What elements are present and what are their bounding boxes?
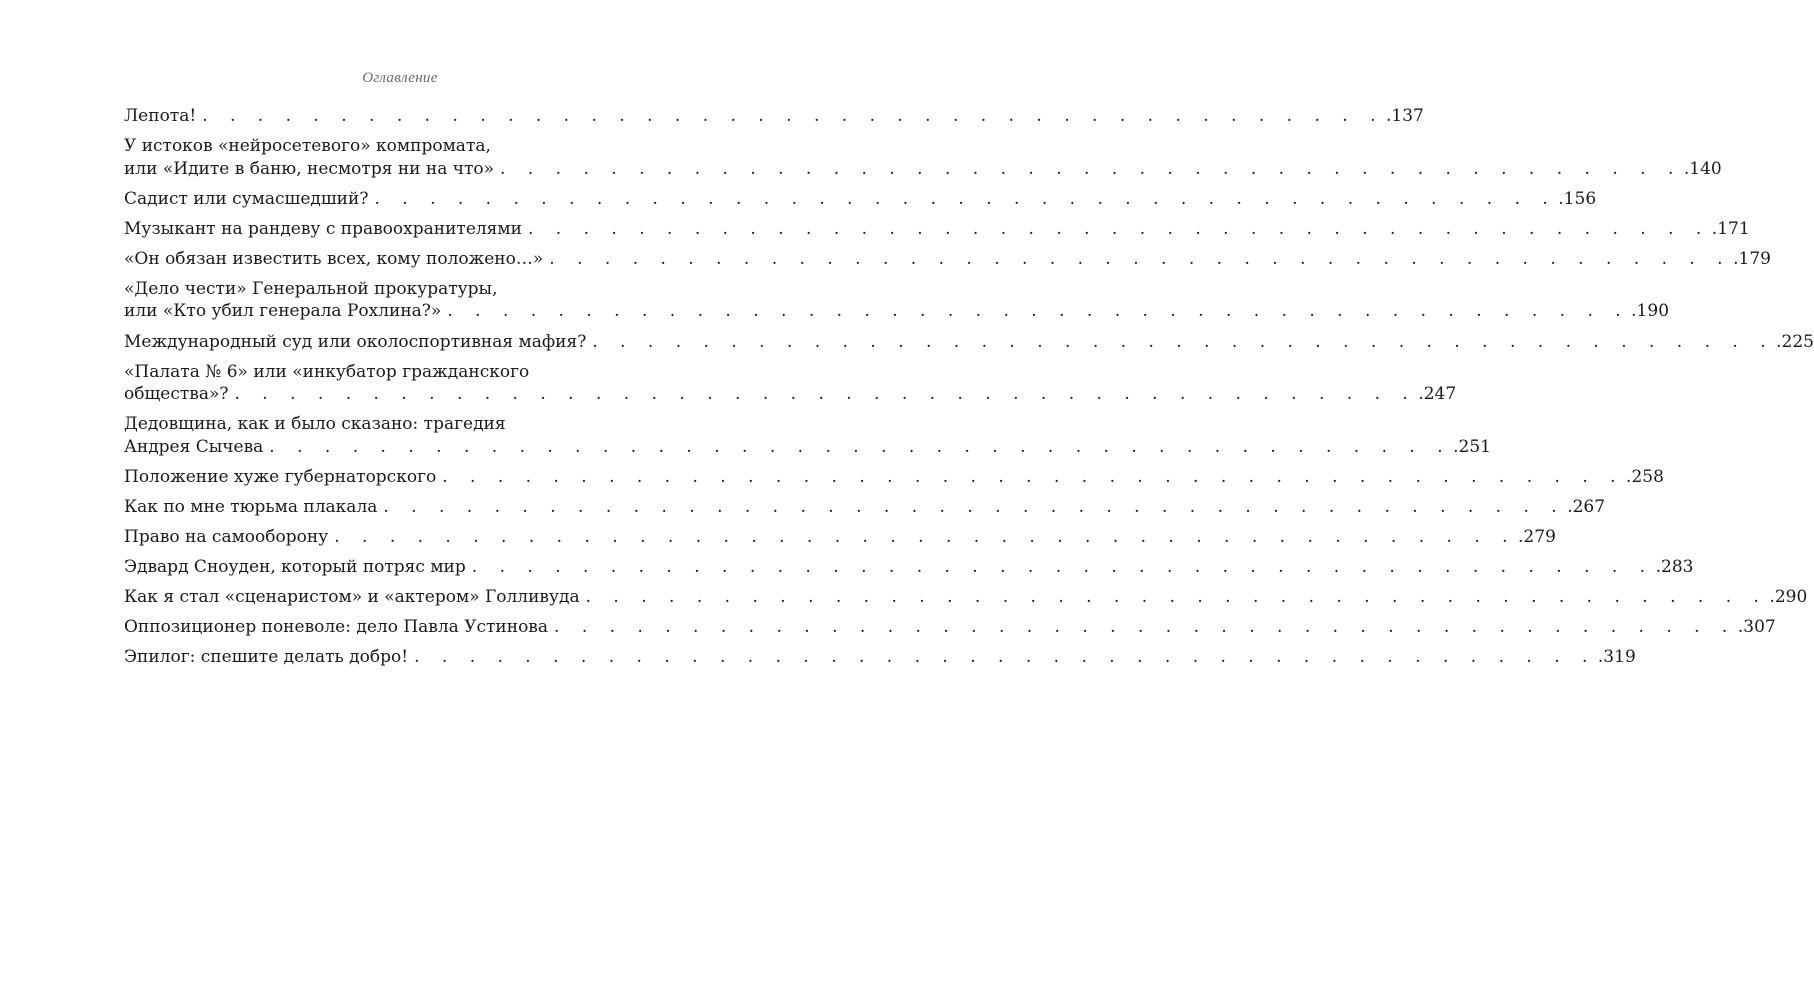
dot-leader: . . . . . . . . . . . . . . . . . . . . . . . . . . . . . . . . . . . . . . . . . . . <box>234 384 1417 405</box>
dot-leader: . . . . . . . . . . . . . . . . . . . . . . . . . . . . . . . . . . . . . . . . . . . <box>202 106 1385 126</box>
toc-entry-title: общества»? <box>124 384 229 405</box>
toc-page-number: .307 <box>1737 617 1776 638</box>
toc-entry[interactable] <box>124 616 1776 639</box>
toc-page-number: .279 <box>1518 527 1556 548</box>
toc-entry[interactable] <box>124 188 1597 211</box>
dot-leader: . . . . . . . . . . . . . . . . . . . . . . . . . . . . . . . . . . . . . . . . . . . <box>527 218 1710 239</box>
toc-entry-title: или «Кто убил генерала Рохлина?» <box>124 301 442 322</box>
toc-entry[interactable] <box>124 218 1750 241</box>
toc-entry-line <box>124 218 1750 241</box>
toc-entry[interactable] <box>124 646 1636 669</box>
dot-leader: . . . . . . . . . . . . . . . . . . . . . . . . . . . . . . . . . . . . . . . . . . . <box>592 331 1775 352</box>
toc-page-number: .225 <box>1776 331 1814 352</box>
toc-entry-line <box>124 436 1491 459</box>
dot-leader: . . . . . . . . . . . . . . . . . . . . . . . . . . . . . . . . . . . . . . . . . . . <box>471 557 1654 578</box>
dot-leader: . . . . . . . . . . . . . . . . . . . . . . . . . . . . . . . . . . . . . . . . . . . <box>442 466 1625 487</box>
toc-entry-line <box>124 466 1664 489</box>
toc-page-number: .283 <box>1655 557 1694 578</box>
toc-entry-title-line: «Дело чести» Генеральной прокуратуры, <box>124 278 498 299</box>
toc-entry-title: Андрея Сычева <box>124 436 264 457</box>
toc-page-number: .247 <box>1418 384 1457 405</box>
dot-leader: . . . . . . . . . . . . . . . . . . . . . . . . . . . . . . . . . . . . . . . . . . . <box>554 617 1736 638</box>
toc-page-number: .156 <box>1558 188 1597 209</box>
toc-entry-line <box>124 616 1776 639</box>
dot-leader: . . . . . . . . . . . . . . . . . . . . . . . . . . . . . . . . . . . . . . . . . . . <box>500 158 1682 179</box>
toc-entry[interactable] <box>124 496 1606 519</box>
dot-leader: . . . . . . . . . . . . . . . . . . . . . . . . . . . . . . . . . . . . . . . . . . . <box>414 647 1596 668</box>
toc-entry-title: Оппозиционер поневоле: дело Павла Устинова <box>124 617 549 638</box>
toc-entry-line <box>124 383 1457 406</box>
toc-entry-line <box>124 556 1694 579</box>
toc-entry[interactable] <box>124 586 1808 609</box>
toc-entry[interactable] <box>124 361 1457 406</box>
toc-entry[interactable] <box>124 413 1491 458</box>
toc-page-number: .251 <box>1453 436 1491 457</box>
toc-page-number: .171 <box>1711 218 1750 239</box>
toc-page-number: .137 <box>1386 106 1424 126</box>
toc-entry[interactable] <box>124 105 1424 128</box>
dot-leader: . . . . . . . . . . . . . . . . . . . . . . . . . . . . . . . . . . . . . . . . . . . <box>334 527 1517 548</box>
toc-entry-title-line: Дедовщина, как и было сказано: трагедия <box>124 414 506 435</box>
toc-entry-line <box>124 105 1424 128</box>
dot-leader: . . . . . . . . . . . . . . . . . . . . . . . . . . . . . . . . . . . . . . . . . . . <box>383 496 1566 517</box>
toc-entry-title: Эдвард Сноуден, который потряс мир <box>124 557 466 578</box>
toc-entry[interactable] <box>124 135 1722 180</box>
toc-entry-line <box>124 188 1597 211</box>
dot-leader: . . . . . . . . . . . . . . . . . . . . . . . . . . . . . . . . . . . . . . . . . . . <box>549 248 1732 269</box>
toc-page-number: .290 <box>1769 587 1808 608</box>
toc-page-number: .179 <box>1733 248 1771 269</box>
toc-entry[interactable] <box>124 331 1814 354</box>
toc-entry[interactable] <box>124 526 1556 549</box>
toc-entry-line <box>124 586 1808 609</box>
toc-entry-line <box>124 331 1814 354</box>
toc-entry-line <box>124 526 1556 549</box>
toc-page-number: .319 <box>1597 647 1636 668</box>
toc-entry[interactable] <box>124 278 1670 323</box>
toc-entry-line <box>124 248 1771 271</box>
table-of-contents <box>124 105 1814 677</box>
toc-page-number: .258 <box>1626 466 1664 487</box>
toc-entry[interactable] <box>124 248 1771 271</box>
dot-leader: . . . . . . . . . . . . . . . . . . . . . . . . . . . . . . . . . . . . . . . . . . . <box>374 188 1557 209</box>
running-head: Оглавление <box>362 70 438 86</box>
toc-entry-title-line: У истоков «нейросетевого» компромата, <box>124 136 491 157</box>
toc-entry[interactable] <box>124 466 1664 489</box>
toc-page-number: .190 <box>1631 301 1670 322</box>
toc-entry-title: «Он обязан известить всех, кому положено…» <box>124 248 544 269</box>
toc-entry-title: Садист или сумасшедший? <box>124 188 369 209</box>
toc-entry-title: Лепота! <box>124 106 197 126</box>
toc-entry-line <box>124 158 1722 181</box>
toc-entry-title: Как по мне тюрьма плакала <box>124 496 378 517</box>
toc-entry-title: Музыкант на рандеву с правоохранителями <box>124 218 522 239</box>
toc-entry-title: Положение хуже губернаторского <box>124 466 437 487</box>
toc-entry-title-line: «Палата № 6» или «инкубатор гражданского <box>124 361 530 382</box>
toc-entry-line <box>124 496 1606 519</box>
dot-leader: . . . . . . . . . . . . . . . . . . . . . . . . . . . . . . . . . . . . . . . . . . . <box>269 436 1452 457</box>
toc-entry-title: Право на самооборону <box>124 527 329 548</box>
toc-page-number: .267 <box>1567 496 1606 517</box>
dot-leader: . . . . . . . . . . . . . . . . . . . . . . . . . . . . . . . . . . . . . . . . . . . <box>447 301 1630 322</box>
toc-entry-title: Международный суд или околоспортивная мафия? <box>124 331 587 352</box>
toc-entry-line <box>124 300 1670 323</box>
dot-leader: . . . . . . . . . . . . . . . . . . . . . . . . . . . . . . . . . . . . . . . . . . . <box>585 587 1768 608</box>
toc-page-number: .140 <box>1683 158 1722 179</box>
toc-entry-title: Эпилог: спешите делать добро! <box>124 647 409 668</box>
toc-entry-title: Как я стал «сценаристом» и «актером» Голливуда <box>124 587 580 608</box>
toc-entry-title: или «Идите в баню, несмотря ни на что» <box>124 158 495 179</box>
toc-entry[interactable] <box>124 556 1694 579</box>
toc-entry-line <box>124 646 1636 669</box>
